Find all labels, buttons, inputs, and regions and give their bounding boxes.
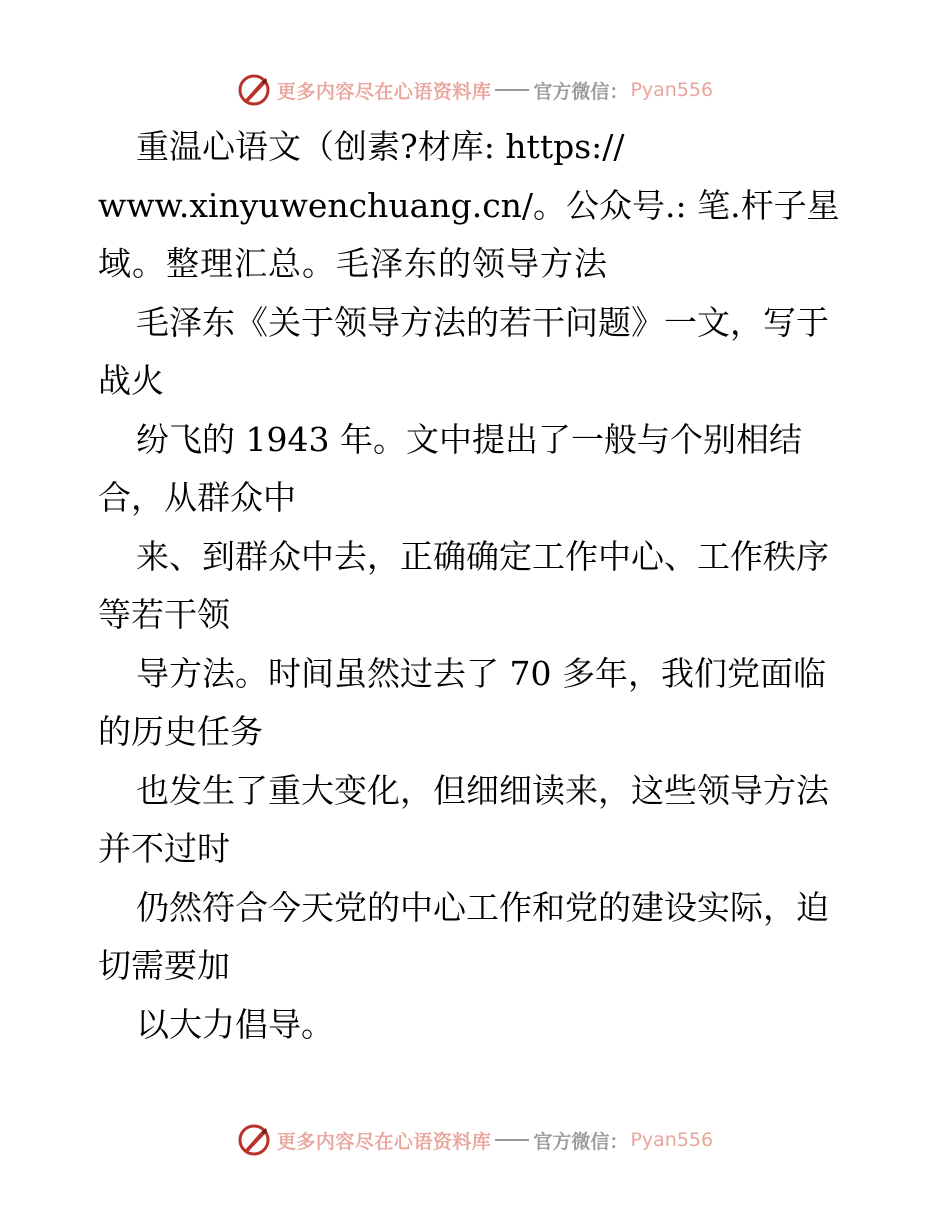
document-body [98, 118, 858, 1054]
body-line: 来、到群众中去，正确确定工作中心、工作秩序 [136, 536, 829, 576]
body-line: 的历史任务 [98, 712, 263, 751]
body-line: 重温心语文（创素?材库: https:// [136, 127, 625, 166]
banner-divider [495, 89, 529, 91]
banner-wechat-id: Pyan556 [630, 79, 714, 101]
banner-title: 更多内容尽在心语资料库 [276, 1130, 492, 1153]
body-line: 切需要加 [98, 946, 230, 985]
body-line: www.xinyuwenchuang.cn/。公众号.: 笔.杆子星 [98, 185, 840, 225]
banner-divider [495, 1139, 529, 1141]
body-line: 仍然符合今天党的中心工作和党的建设实际，迫 [136, 887, 829, 927]
banner-wechat-label: 官方微信： [533, 80, 629, 103]
body-line: 导方法。时间虽然过去了 70 多年，我们党面临 [136, 653, 826, 693]
pen-circle-logo-icon [237, 1123, 271, 1157]
footer-banner [0, 1120, 950, 1160]
header-banner [0, 70, 950, 110]
body-line: 战火 [98, 361, 164, 400]
banner-wechat-label: 官方微信： [533, 1130, 629, 1153]
body-line: 合，从群众中 [98, 478, 296, 517]
pen-circle-logo-icon [237, 73, 271, 107]
body-line: 域。整理汇总。毛泽东的领导方法 [98, 244, 608, 283]
body-line: 纷飞的 1943 年。文中提出了一般与个别相结 [136, 419, 802, 459]
body-line: 并不过时 [98, 829, 230, 868]
body-line: 毛泽东《关于领导方法的若干问题》一文，写于 [136, 302, 829, 342]
banner-wechat-id: Pyan556 [630, 1129, 714, 1151]
body-line: 也发生了重大变化，但细细读来，这些领导方法 [136, 770, 829, 810]
body-line: 等若干领 [98, 595, 230, 634]
banner-title: 更多内容尽在心语资料库 [276, 80, 492, 103]
body-line: 以大力倡导。 [136, 1004, 334, 1044]
